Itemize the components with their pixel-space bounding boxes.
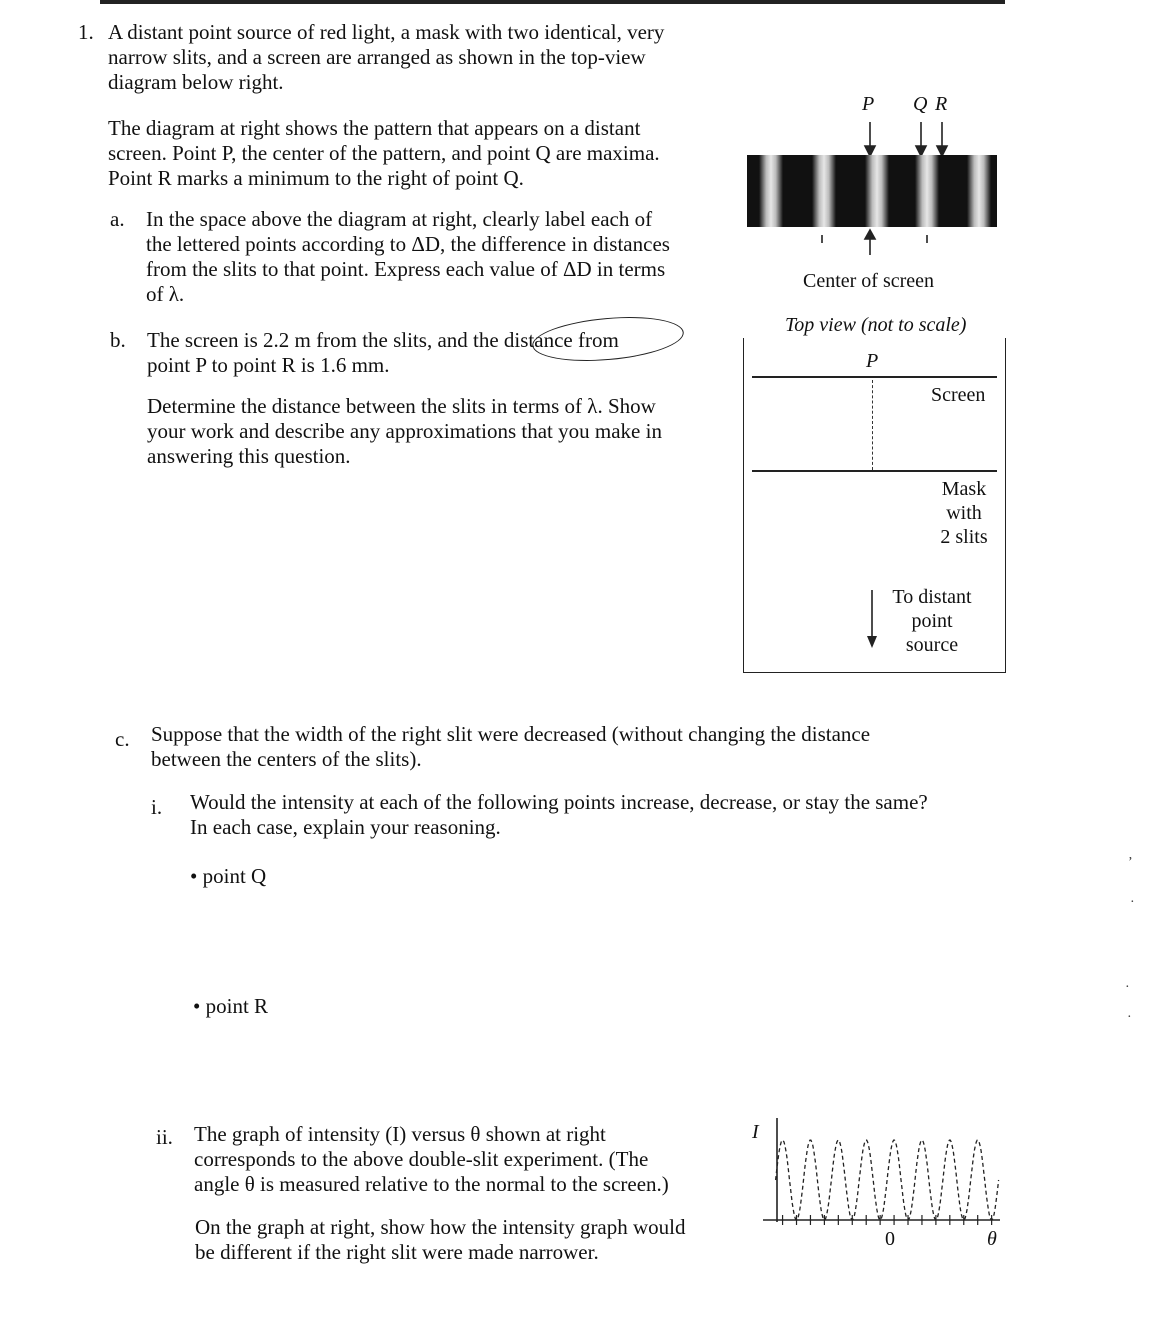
part-b-label: b. — [110, 328, 126, 352]
bullet-icon: • — [193, 994, 206, 1018]
label-q-top: Q — [913, 93, 928, 115]
part-c-label: c. — [115, 727, 130, 751]
part-c-ii-text: The graph of intensity (I) versus θ shown at right corresponds to the above double-slit experiment. (The angle θ is measured relative to the normal to the screen.) — [194, 1122, 669, 1196]
problem-number: 1. — [78, 20, 94, 44]
screen-line — [752, 376, 997, 378]
mask-label: Mask with 2 slits — [940, 478, 988, 548]
part-b-question: Determine the distance between the slits in terms of λ. Show your work and describe any approximations that you make in answering this question. — [147, 394, 662, 468]
fringe — [967, 155, 991, 227]
top-border-line — [100, 0, 1005, 4]
center-dashed-line — [872, 380, 873, 470]
source-arrow — [862, 588, 882, 658]
bullet-point-r: • point R — [193, 994, 269, 1018]
top-view-label-p: P — [866, 350, 879, 372]
part-a-text: In the space above the diagram at right, clearly label each of the lettered points according to ΔD, the difference in distances from the slits to that point. Express each value of ΔD in terms of λ. — [146, 207, 670, 306]
part-c-ii-label: ii. — [156, 1125, 173, 1149]
intensity-curve — [776, 1140, 999, 1220]
scan-mark: ʼ — [1128, 855, 1133, 870]
graph-zero-label: 0 — [885, 1228, 895, 1250]
graph-x-label: θ — [987, 1228, 997, 1250]
center-of-screen-caption: Center of screen — [803, 270, 935, 292]
part-c-ii-instruction: On the graph at right, show how the intensity graph would be different if the right slit were made narrower. — [195, 1215, 686, 1264]
part-c-i-text: Would the intensity at each of the following points increase, decrease, or stay the same? In each case, explain your reasoning. — [190, 790, 928, 839]
problem-intro: A distant point source of red light, a mask with two identical, very narrow slits, and a screen are arranged as shown in the top-view diagram below right. — [108, 20, 665, 94]
fringe — [812, 155, 836, 227]
scan-mark: · — [1125, 980, 1130, 995]
fringe — [759, 155, 783, 227]
interference-pattern — [747, 155, 997, 227]
arrow-center-head — [865, 230, 875, 239]
screen-label: Screen — [931, 384, 986, 406]
part-a-label: a. — [110, 207, 125, 231]
scan-mark: · — [1130, 895, 1135, 910]
fringe — [915, 155, 939, 227]
label-r-top: R — [935, 93, 948, 115]
bullet-icon: • — [190, 864, 203, 888]
part-b-text: The screen is 2.2 m from the slits, and the distance from point P to point R is 1.6 mm. — [147, 328, 619, 377]
label-p-top: P — [862, 93, 875, 115]
handwritten-circle-annotation — [530, 311, 685, 366]
top-view-title: Top view (not to scale) — [785, 314, 967, 336]
pattern-description: The diagram at right shows the pattern that appears on a distant screen. Point P, the center of the pattern, and point Q are maxima. Point R marks a minimum to the right of point Q. — [108, 116, 660, 190]
mask-line — [752, 470, 997, 472]
scan-mark: · — [1127, 1010, 1132, 1025]
fringe-center — [865, 155, 889, 227]
part-c-text: Suppose that the width of the right slit were decreased (without changing the distance between the centers of the slits). — [151, 722, 871, 771]
graph-y-label: I — [752, 1121, 759, 1143]
part-c-i-label: i. — [151, 795, 163, 819]
bullet-point-q: • point Q — [190, 864, 267, 888]
source-label: To distant point source — [892, 586, 972, 656]
